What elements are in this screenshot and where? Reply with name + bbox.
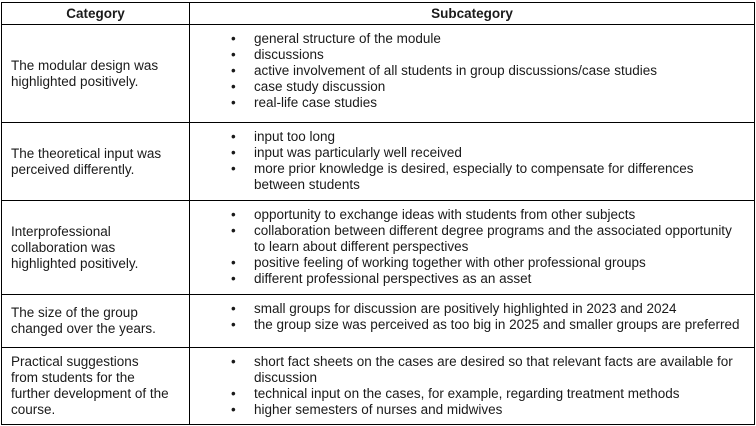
bullet-text: different professional perspectives as an asset	[254, 271, 532, 286]
table-row	[2, 122, 754, 200]
category-text: The modular design was highlighted positively.	[11, 57, 159, 89]
bullet-marker-icon: •	[231, 161, 236, 176]
bullet-text: short fact sheets on the cases are desired so that relevant facts are available for discussion	[254, 354, 733, 385]
category-cell	[2, 348, 190, 424]
bullet-item	[190, 31, 742, 47]
bullet-item	[190, 386, 742, 402]
table-row	[2, 24, 754, 122]
bullet-item	[190, 207, 742, 223]
bullet-item	[190, 255, 742, 271]
subcategory-cell	[190, 348, 754, 424]
category-text: The theoretical input was perceived differently.	[11, 145, 162, 177]
bullet-marker-icon: •	[231, 354, 236, 369]
bullet-item	[190, 301, 742, 317]
bullet-item	[190, 95, 742, 111]
bullet-text: input too long	[254, 129, 336, 144]
bullet-item	[190, 271, 742, 287]
category-subcategory-table	[1, 2, 755, 425]
bullet-text: the group size was perceived as too big in 2025 and smaller groups are preferred	[254, 317, 740, 332]
category-header-cell	[2, 3, 190, 24]
table-row	[2, 294, 754, 347]
bullet-item	[190, 47, 742, 63]
table-header-row	[2, 3, 754, 24]
bullet-text: more prior knowledge is desired, especially to compensate for differences between students	[254, 161, 694, 192]
category-text: Interprofessional collaboration was highlighted positively.	[11, 223, 139, 271]
bullet-marker-icon: •	[231, 301, 236, 316]
bullet-item	[190, 317, 742, 333]
bullet-text: technical input on the cases, for example, regarding treatment methods	[254, 386, 680, 401]
bullet-marker-icon: •	[231, 79, 236, 94]
subcategory-header-cell	[190, 3, 754, 24]
subcategory-cell	[190, 201, 754, 294]
category-header-label: Category	[66, 5, 125, 21]
subcategory-header-label: Subcategory	[431, 5, 513, 21]
bullet-item	[190, 161, 742, 193]
subcategory-cell	[190, 295, 754, 347]
bullet-marker-icon: •	[231, 255, 236, 270]
bullet-text: input was particularly well received	[254, 145, 462, 160]
bullet-text: positive feeling of working together with other professional groups	[254, 255, 646, 270]
bullet-text: opportunity to exchange ideas with students from other subjects	[254, 207, 636, 222]
bullet-text: general structure of the module	[254, 31, 441, 46]
bullet-text: discussions	[254, 47, 324, 62]
table-row	[2, 347, 754, 424]
bullet-item	[190, 79, 742, 95]
bullet-marker-icon: •	[231, 129, 236, 144]
bullet-text: real-life case studies	[254, 95, 378, 110]
category-cell	[2, 295, 190, 347]
subcategory-cell	[190, 25, 754, 122]
category-cell	[2, 123, 190, 200]
bullet-item	[190, 145, 742, 161]
bullet-item	[190, 354, 742, 386]
category-cell	[2, 25, 190, 122]
bullet-marker-icon: •	[231, 317, 236, 332]
bullet-text: small groups for discussion are positively highlighted in 2023 and 2024	[254, 301, 677, 316]
bullet-marker-icon: •	[231, 271, 236, 286]
bullet-item	[190, 129, 742, 145]
bullet-marker-icon: •	[231, 145, 236, 160]
bullet-marker-icon: •	[231, 207, 236, 222]
bullet-item	[190, 63, 742, 79]
bullet-marker-icon: •	[231, 63, 236, 78]
table-row	[2, 200, 754, 294]
category-text: The size of the group changed over the years.	[11, 305, 156, 336]
bullet-item	[190, 223, 742, 255]
bullet-marker-icon: •	[231, 95, 236, 110]
bullet-marker-icon: •	[231, 223, 236, 238]
category-cell	[2, 201, 190, 294]
bullet-marker-icon: •	[231, 386, 236, 401]
bullet-text: case study discussion	[254, 79, 386, 94]
bullet-marker-icon: •	[231, 47, 236, 62]
category-text: Practical suggestions from students for the further development of the course.	[11, 354, 169, 417]
bullet-text: active involvement of all students in group discussions/case studies	[254, 63, 657, 78]
bullet-text: higher semesters of nurses and midwives	[254, 402, 503, 417]
subcategory-cell	[190, 123, 754, 200]
bullet-text: collaboration between different degree programs and the associated opportunity to learn about different perspectives	[254, 223, 732, 254]
bullet-marker-icon: •	[231, 31, 236, 46]
bullet-item	[190, 402, 742, 418]
bullet-marker-icon: •	[231, 402, 236, 417]
